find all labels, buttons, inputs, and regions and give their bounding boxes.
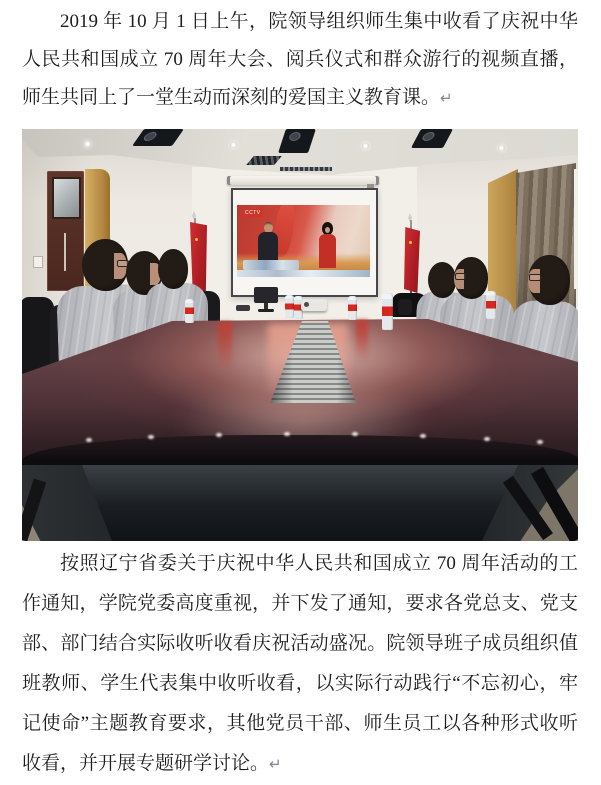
- china-flag-right: [404, 227, 420, 293]
- flag-star: [409, 241, 412, 244]
- paragraph-body: [22, 544, 578, 784]
- monitor: [254, 287, 278, 303]
- broadcast-image: [237, 205, 370, 277]
- water-bottle: [382, 293, 393, 330]
- ceiling-speaker: [421, 132, 437, 141]
- attendee-head: [158, 249, 188, 289]
- door: [47, 171, 84, 291]
- broadcast-host: [319, 234, 336, 268]
- table-edge-highlight: [420, 434, 426, 438]
- broadcast-host-face: [325, 227, 330, 233]
- table-edge-highlight: [537, 440, 543, 444]
- ceiling-speaker: [142, 132, 159, 141]
- downlight: [362, 143, 369, 149]
- monitor-base: [258, 309, 274, 312]
- table-edge-highlight: [352, 432, 358, 436]
- table-edge-highlight: [216, 433, 222, 437]
- table-edge-highlight: [86, 438, 92, 442]
- window-light: [574, 169, 578, 289]
- table-edge-highlight: [484, 437, 490, 441]
- projector-lens: [304, 302, 309, 307]
- broadcast-desk: [243, 260, 299, 270]
- paragraph-end-mark: ↵: [269, 755, 282, 773]
- projector-screen-case: [227, 176, 379, 185]
- water-bottle: [348, 296, 357, 320]
- table-base: [52, 465, 548, 541]
- cctv-logo: CCTV: [245, 210, 261, 216]
- door-window: [52, 177, 81, 219]
- table-edge-highlight: [284, 432, 290, 436]
- ceiling-speaker: [288, 132, 302, 141]
- glasses: [455, 273, 466, 280]
- water-bottle: [185, 299, 194, 323]
- downlight: [498, 145, 505, 151]
- glasses: [529, 274, 541, 281]
- table-reflection: [218, 322, 232, 370]
- conference-room-photo: [22, 129, 578, 541]
- attendee-head: [428, 262, 456, 298]
- table-edge-highlight: [148, 435, 154, 439]
- paragraph-end-mark: ↵: [440, 89, 453, 107]
- broadcast-caption-bar: [237, 270, 370, 277]
- door-handle: [64, 233, 66, 271]
- water-bottle: [486, 291, 496, 319]
- flag-star: [195, 238, 198, 241]
- projector-screen: [231, 188, 378, 297]
- water-bottle: [285, 295, 294, 318]
- chair-back: [398, 299, 412, 315]
- table-reflection: [356, 320, 368, 362]
- paragraph-body-text: 按照辽宁省委关于庆祝中华人民共和国成立 70 周年活动的工作通知，学院党委高度重视，并下发了通知，要求各党总支、党支部、部门结合实际收听收看庆祝活动盛况。院领导班子成员组织值班教师、学生代表集中收听收看，以实际行动践行“不忘初心，牢记使命”主题教育要求，其他党员干部、师生员工以各种形式收听收看，并开展专题研学讨论。: [22, 553, 578, 774]
- paragraph-intro: [22, 3, 578, 117]
- paragraph-intro-text: 2019 年 10 月 1 日上午，院领导组织师生集中收看了庆祝中华人民共和国成立 70 周年大会、阅兵仪式和群众游行的视频直播，师生共同上了一堂生动而深刻的爱国主义教育课。: [22, 11, 578, 108]
- remote-control: [236, 305, 250, 311]
- downlight: [230, 142, 237, 148]
- light-switch: [33, 256, 43, 268]
- downlight: [84, 141, 91, 147]
- attendee-face: [528, 269, 540, 293]
- air-diffuser: [280, 167, 332, 171]
